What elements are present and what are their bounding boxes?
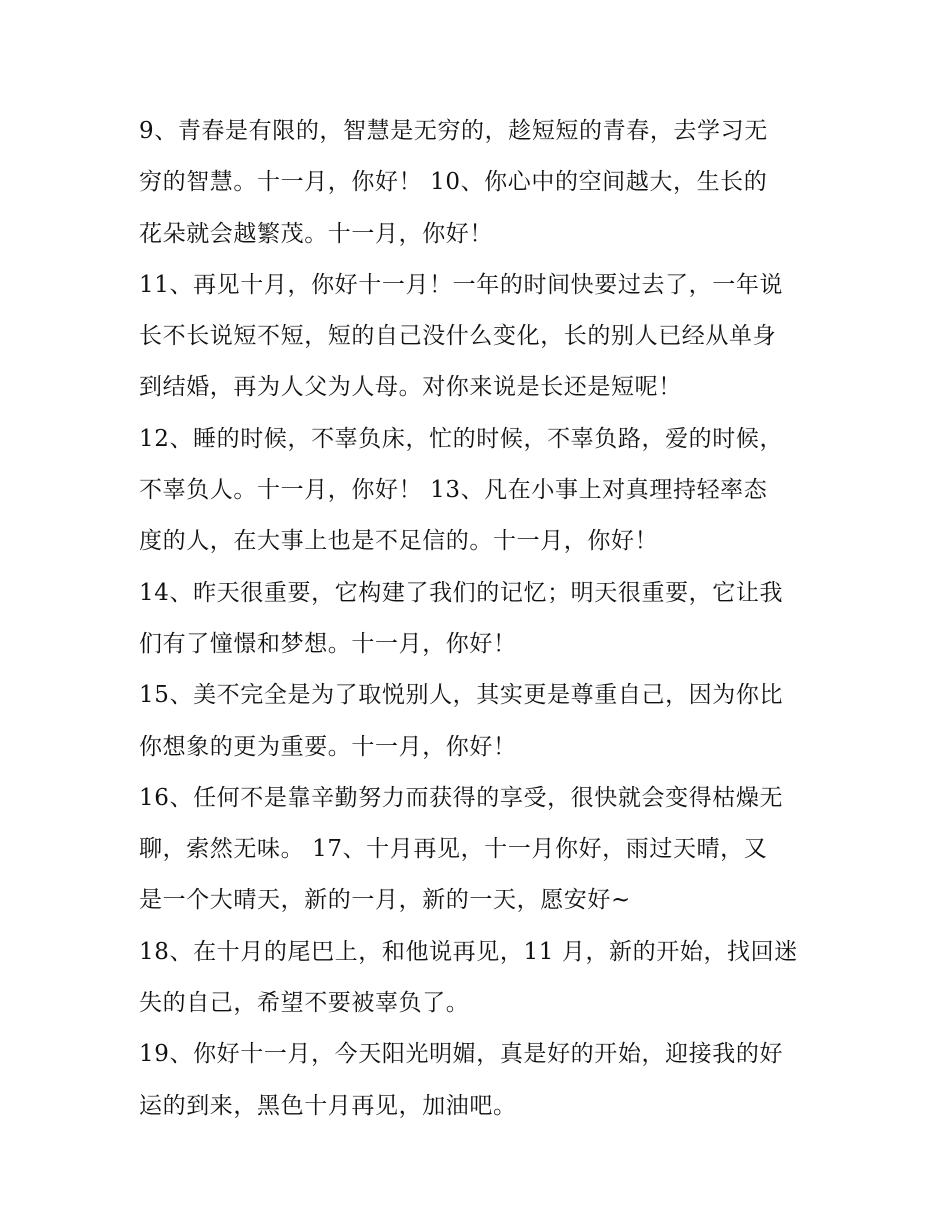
text-line: 运的到来，黑色十月再见，加油吧。	[139, 1092, 517, 1119]
text-line: 16、任何不是靠辛勤努力而获得的享受，很快就会变得枯燥无	[139, 784, 784, 811]
document-body	[139, 106, 814, 1132]
text-line: 们有了憧憬和梦想。十一月，你好！	[139, 630, 517, 657]
text-line: 9、青春是有限的，智慧是无穷的，趁短短的青春，去学习无	[139, 118, 768, 144]
text-line: 12、睡的时候，不辜负床，忙的时候，不辜负路，爱的时候，	[139, 425, 784, 452]
text-line: 是一个大晴天，新的一月，新的一天，愿安好~	[139, 887, 631, 914]
text-line: 聊，索然无味。 17、十月再见，十一月你好，雨过天晴，又	[139, 836, 768, 863]
text-line: 到结婚，再为人父为人母。对你来说是长还是短呢！	[139, 374, 682, 401]
text-line: 不辜负人。十一月，你好！ 13、凡在小事上对真理持轻率态	[139, 477, 768, 504]
text-line: 度的人，在大事上也是不足信的。十一月，你好！	[139, 528, 659, 555]
text-line: 花朵就会越繁茂。十一月，你好！	[139, 220, 493, 247]
text-line: 11、再见十月，你好十一月！一年的时间快要过去了，一年说	[139, 271, 784, 298]
text-line: 15、美不完全是为了取悦别人，其实更是尊重自己，因为你比	[139, 682, 784, 709]
text-line: 你想象的更为重要。十一月，你好！	[139, 733, 517, 760]
text-line: 18、在十月的尾巴上，和他说再见，11 月，新的开始，找回迷	[139, 938, 798, 965]
text-line: 长不长说短不短，短的自己没什么变化，长的别人已经从单身	[139, 323, 777, 350]
text-line: 穷的智慧。十一月，你好！ 10、你心中的空间越大，生长的	[139, 169, 768, 196]
text-line: 14、昨天很重要，它构建了我们的记忆；明天很重要，它让我	[139, 579, 784, 606]
text-line: 19、你好十一月，今天阳光明媚，真是好的开始，迎接我的好	[139, 1041, 784, 1068]
text-line: 失的自己，希望不要被辜负了。	[139, 990, 470, 1017]
